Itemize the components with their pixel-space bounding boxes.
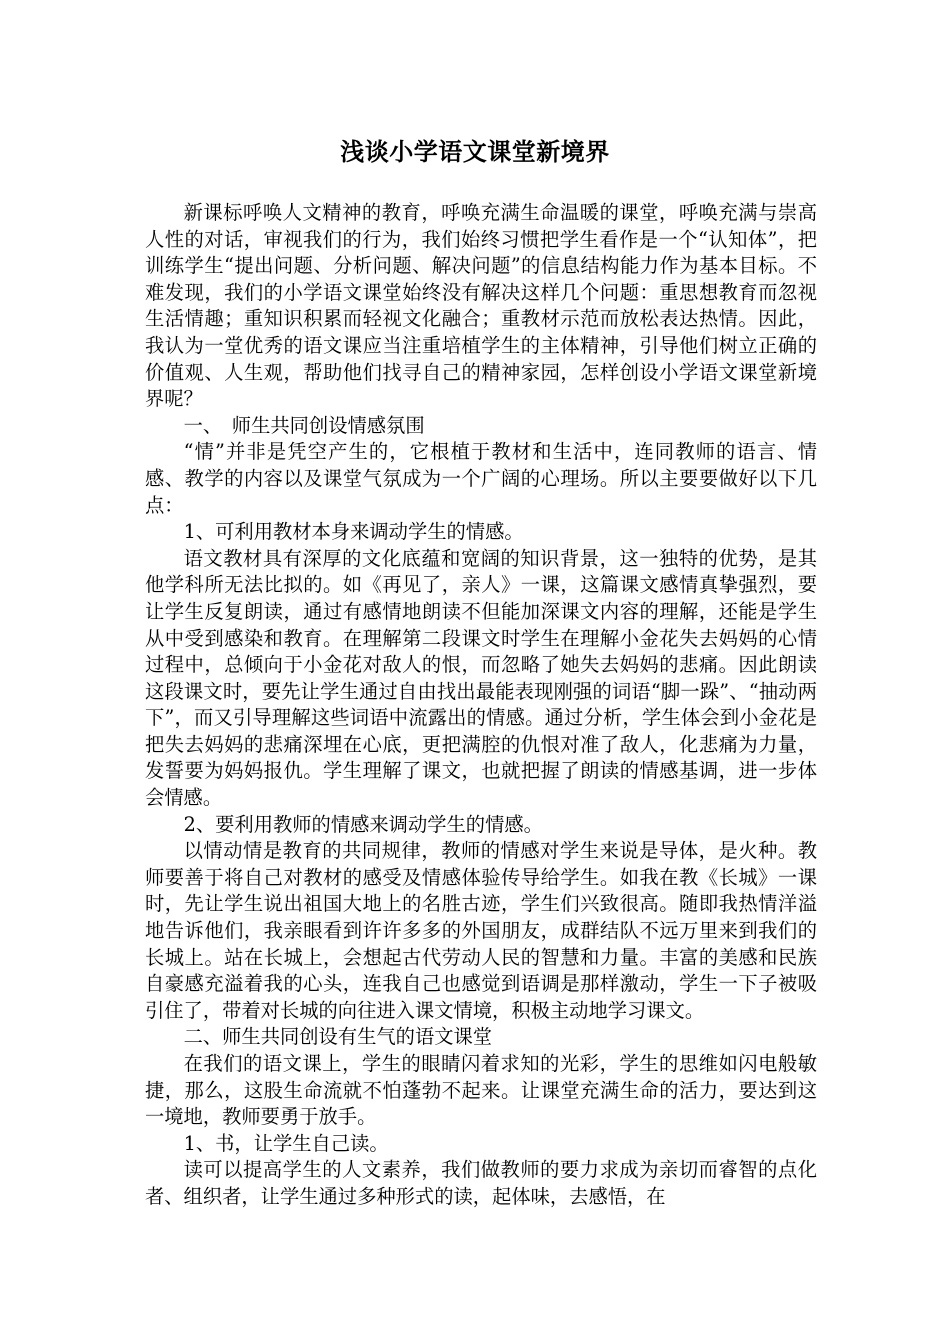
section-heading-1: 一、 师生共同创设情感氛围: [183, 413, 425, 437]
document-body: [145, 200, 817, 1211]
paragraph: 读可以提高学生的人文素养，我们做教师的要力求成为亲切而睿智的点化者、组织者，让学生通过多种形式的读，起体味，去感悟，在: [145, 1158, 817, 1208]
paragraph: “情”并非是凭空产生的，它根植于教材和生活中，连同教师的语言、情感、教学的内容以及课堂气氛成为一个广阔的心理场。所以主要要做好以下几点：: [145, 440, 817, 517]
paragraph-intro: 新课标呼唤人文精神的教育，呼唤充满生命温暖的课堂，呼唤充满与崇高人性的对话，审视我们的行为，我们始终习惯把学生看作是一个“认知体”，把训练学生“提出问题、分析问题、解决问题”的信息结构能力作为基本目标。不难发现，我们的小学语文课堂始终没有解决这样几个问题：重思想教育而忽视生活情趣；重知识积累而轻视文化融合；重教材示范而放松表达热情。因此，我认为一堂优秀的语文课应当注重培植学生的主体精神，引导他们树立正确的价值观、人生观，帮助他们找寻自己的精神家园，怎样创设小学语文课堂新境界呢？: [145, 201, 817, 411]
paragraph: 语文教材具有深厚的文化底蕴和宽阔的知识背景，这一独特的优势，是其他学科所无法比拟的。如《再见了，亲人》一课，这篇课文感情真挚强烈，要让学生反复朗读，通过有感情地朗读不但能加深课文内容的理解，还能是学生从中受到感染和教育。在理解第二段课文时学生在理解小金花失去妈妈的心情过程中，总倾向于小金花对敌人的恨，而忽略了她失去妈妈的悲痛。因此朗读这段课文时，要先让学生通过自由找出最能表现刚强的词语“脚一跺”、“抽动两下”，而又引导理解这些词语中流露出的情感。通过分析，学生体会到小金花是把失去妈妈的悲痛深埋在心底，更把满腔的仇恨对准了敌人，化悲痛为力量，发誓要为妈妈报仇。学生理解了课文，也就把握了朗读的情感基调，进一步体会情感。: [145, 546, 817, 810]
subheading-1-2: 2、要利用教师的情感来调动学生的情感。: [183, 812, 543, 836]
paragraph: 在我们的语文课上，学生的眼睛闪着求知的光彩，学生的思维如闪电般敏捷，那么，这股生命流就不怕蓬勃不起来。让课堂充满生命的活力，要达到这一境地，教师要勇于放手。: [145, 1052, 817, 1129]
section-heading-2: 二、师生共同创设有生气的语文课堂: [183, 1025, 493, 1049]
subheading-1-1: 1、可利用教材本身来调动学生的情感。: [183, 520, 524, 544]
document-title: 浅谈小学语文课堂新境界: [340, 137, 610, 166]
paragraph: 以情动情是教育的共同规律，教师的情感对学生来说是导体，是火种。教师要善于将自己对教材的感受及情感体验传导给学生。如我在教《长城》一课时，先让学生说出祖国大地上的名胜古迹，学生们兴致很高。随即我热情洋溢地告诉他们，我亲眼看到许许多多的外国朋友，成群结队不远万里来到我们的长城上。站在长城上，会想起古代劳动人民的智慧和力量。丰富的美感和民族自豪感充溢着我的心头，连我自己也感觉到语调是那样激动，学生一下子被吸引住了，带着对长城的向往进入课文情境，积极主动地学习课文。: [145, 839, 817, 1022]
subheading-2-1: 1、书，让学生自己读。: [183, 1131, 389, 1155]
